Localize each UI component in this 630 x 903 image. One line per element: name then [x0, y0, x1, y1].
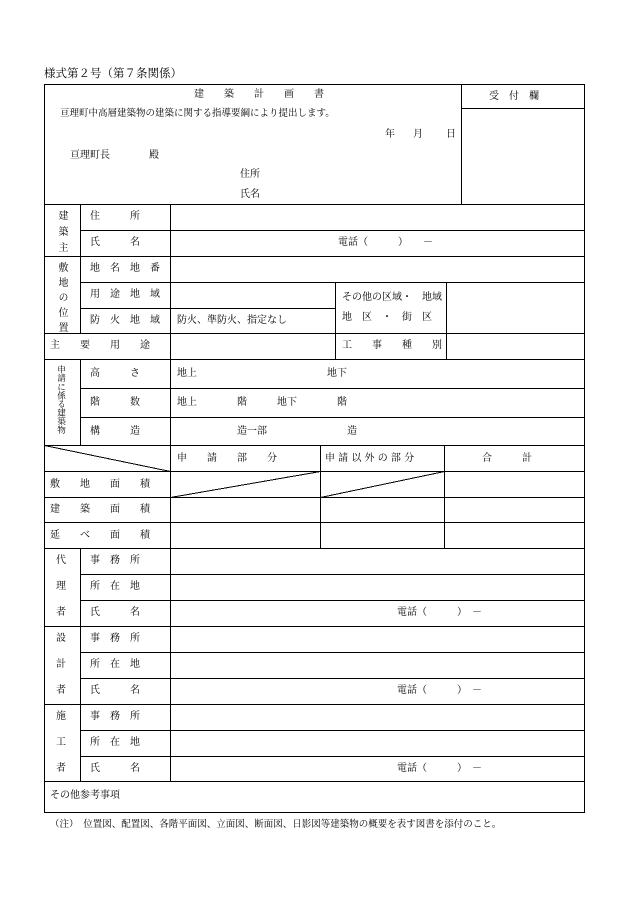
site-area-label: 敷 地 面 積: [50, 479, 150, 490]
agent-office-label: 事 務 所: [90, 555, 140, 566]
agent-name-label: 氏 名: [90, 607, 140, 618]
owner-phone: 電話（ ） －: [338, 237, 433, 248]
site-fire-label: 防 火 地 域: [90, 315, 160, 326]
floors-value: 地上 階 地下 階: [177, 397, 347, 408]
area-col-total: 合 計: [482, 453, 532, 464]
applicant-address-label: 住所: [240, 169, 260, 180]
floor-area-label: 延 べ 面 積: [50, 530, 150, 541]
designer-phone: 電話（ ） －: [397, 685, 482, 696]
date-year: 年: [385, 129, 395, 140]
site-zoning-label: 用 途 地 域: [90, 289, 160, 300]
attachment-note: （注） 位置図、配置図、各階平面図、立面図、断面図、日影図等建築物の概要を表す図書を添付のこと。: [50, 819, 502, 830]
date-month: 月: [413, 129, 423, 140]
builder-phone: 電話（ ） －: [397, 763, 482, 774]
builder-char-1: 施: [56, 711, 66, 722]
owner-address-label: 住 所: [90, 211, 140, 222]
applicant-name-label: 氏名: [240, 189, 260, 200]
area-col-other: 申 請 以 外 の 部 分: [325, 453, 415, 464]
builder-char-2: 工: [56, 737, 66, 748]
form-title: 建 築 計 画 書: [194, 89, 324, 100]
main-use-label: 主 要 用 途: [50, 340, 150, 351]
designer-office-label: 事 務 所: [90, 633, 140, 644]
owner-name-label: 氏 名: [90, 237, 140, 248]
designer-location-label: 所 在 地: [90, 659, 140, 670]
work-type-label: 工 事 種 別: [342, 340, 442, 351]
site-lot-label: 地 名 地 番: [90, 263, 160, 274]
date-day: 日: [446, 129, 456, 140]
agent-location-label: 所 在 地: [90, 581, 140, 592]
structure-label: 構 造: [90, 426, 140, 437]
form-number: 様式第２号（第７条関係）: [44, 66, 182, 80]
height-below: 地下: [327, 368, 347, 379]
other-notes-label: その他参考事項: [50, 790, 120, 801]
site-other-area-2: 地 区 ・ 街 区: [342, 312, 432, 323]
builder-office-label: 事 務 所: [90, 711, 140, 722]
building-area-label: 建 築 面 積: [50, 504, 150, 515]
submission-statement: 亘理町中高層建築物の建築に関する指導要綱により提出します。: [60, 108, 335, 119]
site-fire-value: 防火、準防火、指定なし: [177, 315, 287, 326]
designer-char-1: 設: [56, 633, 66, 644]
builder-name-label: 氏 名: [90, 763, 140, 774]
owner-group-label: 建築主: [56, 210, 67, 258]
builder-char-3: 者: [56, 763, 66, 774]
agent-char-1: 代: [56, 555, 66, 566]
site-other-area-1: その他の区域・ 地域: [342, 292, 442, 303]
agent-char-3: 者: [56, 607, 66, 618]
addressee-honorific: 殿: [149, 150, 159, 161]
agent-phone: 電話（ ） －: [397, 607, 482, 618]
reception-label: 受 付 欄: [489, 91, 539, 102]
agent-char-2: 理: [56, 581, 66, 592]
building-group-label: 申請に係る建築物: [55, 365, 66, 434]
designer-char-3: 者: [56, 685, 66, 696]
height-above: 地上: [177, 368, 197, 379]
designer-char-2: 計: [56, 659, 66, 670]
designer-name-label: 氏 名: [90, 685, 140, 696]
site-group-label: 敷地の位置: [56, 262, 67, 337]
addressee: 亘理町長: [70, 150, 110, 161]
floors-label: 階 数: [90, 397, 140, 408]
height-label: 高 さ: [90, 368, 140, 379]
builder-location-label: 所 在 地: [90, 737, 140, 748]
area-col-applied: 申 請 部 分: [177, 453, 277, 464]
structure-value: 造一部 造: [237, 426, 357, 437]
